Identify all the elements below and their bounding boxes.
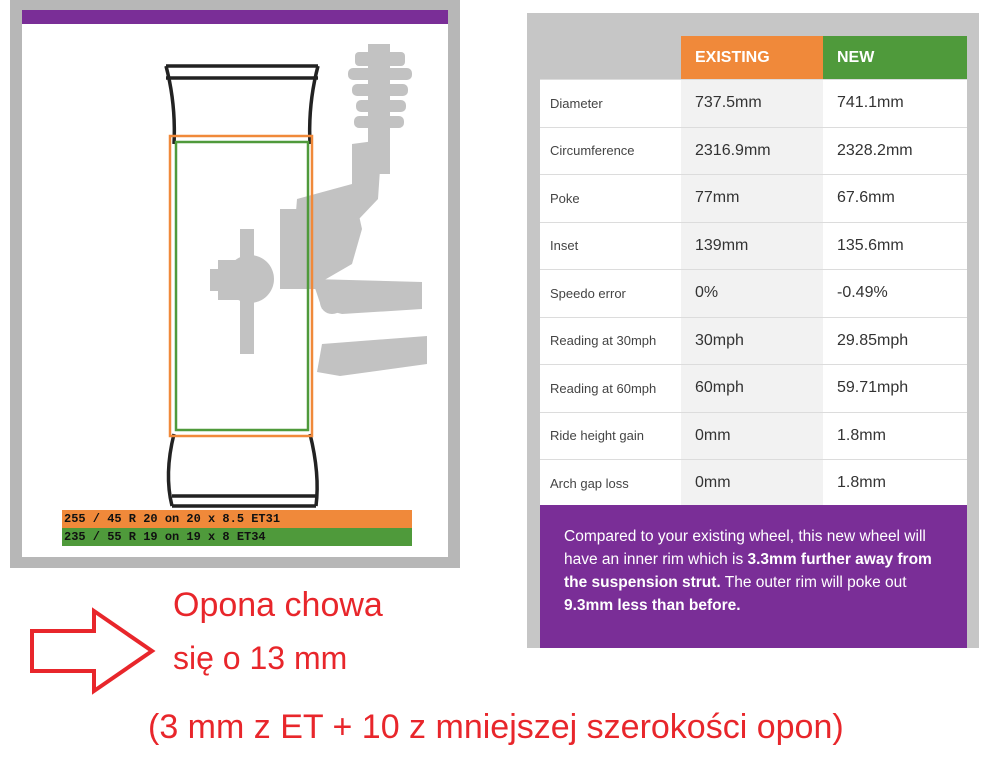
- spec-existing: 255 / 45 R 20 on 20 x 8.5 ET31: [62, 510, 412, 528]
- row-label: Diameter: [540, 80, 681, 128]
- wheel-diagram: [22, 10, 448, 557]
- row-new-value: 29.85mph: [823, 317, 967, 365]
- row-new-value: 67.6mm: [823, 175, 967, 223]
- diagram-top-bar: [22, 10, 448, 24]
- spec-new: 235 / 55 R 19 on 19 x 8 ET34: [62, 528, 412, 546]
- row-label: Ride height gain: [540, 412, 681, 460]
- table-row: [540, 412, 967, 460]
- header-existing: EXISTING: [681, 36, 823, 80]
- table-row: [540, 365, 967, 413]
- row-existing-value: 737.5mm: [681, 80, 823, 128]
- table-header-row: [540, 36, 967, 80]
- wheel-offset-illustration: [22, 24, 448, 510]
- table-row: [540, 222, 967, 270]
- comparison-panel: [527, 13, 979, 648]
- row-existing-value: 77mm: [681, 175, 823, 223]
- row-label: Reading at 30mph: [540, 317, 681, 365]
- annotation-line-2: się o 13 mm: [173, 640, 348, 676]
- table-row: [540, 317, 967, 365]
- row-new-value: 741.1mm: [823, 80, 967, 128]
- row-label: Inset: [540, 222, 681, 270]
- right-arrow-icon: [28, 605, 158, 697]
- row-label: Reading at 60mph: [540, 365, 681, 413]
- row-existing-value: 0%: [681, 270, 823, 318]
- table-row: [540, 270, 967, 318]
- table-row: [540, 175, 967, 223]
- row-new-value: 2328.2mm: [823, 127, 967, 175]
- header-blank: [540, 36, 681, 80]
- wheel-diagram-panel: [10, 0, 460, 568]
- summary-text-1: Compared to your existing wheel, this new wheel will have an inner rim which is: [564, 528, 926, 568]
- row-existing-value: 0mm: [681, 460, 823, 507]
- header-new: NEW: [823, 36, 967, 80]
- row-label: Poke: [540, 175, 681, 223]
- annotation-line-1: Opona chowa: [173, 586, 383, 624]
- row-label: Arch gap loss: [540, 460, 681, 507]
- row-new-value: -0.49%: [823, 270, 967, 318]
- row-existing-value: 2316.9mm: [681, 127, 823, 175]
- row-label: Speedo error: [540, 270, 681, 318]
- row-new-value: 135.6mm: [823, 222, 967, 270]
- row-new-value: 1.8mm: [823, 412, 967, 460]
- summary-box: [540, 505, 967, 648]
- table-row: [540, 460, 967, 507]
- row-existing-value: 60mph: [681, 365, 823, 413]
- summary-bold-2: 9.3mm less than before.: [564, 597, 741, 614]
- row-new-value: 1.8mm: [823, 460, 967, 507]
- summary-text-2: The outer rim will poke out: [720, 574, 907, 591]
- table-row: [540, 127, 967, 175]
- row-existing-value: 139mm: [681, 222, 823, 270]
- row-new-value: 59.71mph: [823, 365, 967, 413]
- annotation-line-3: (3 mm z ET + 10 z mniejszej szerokości opon): [148, 708, 844, 746]
- summary-bold-1: 3.3mm further away from the suspension strut.: [564, 551, 932, 591]
- row-existing-value: 0mm: [681, 412, 823, 460]
- row-existing-value: 30mph: [681, 317, 823, 365]
- table-row: [540, 80, 967, 128]
- comparison-table: [540, 36, 967, 507]
- suspension-silhouette: [210, 44, 427, 376]
- row-label: Circumference: [540, 127, 681, 175]
